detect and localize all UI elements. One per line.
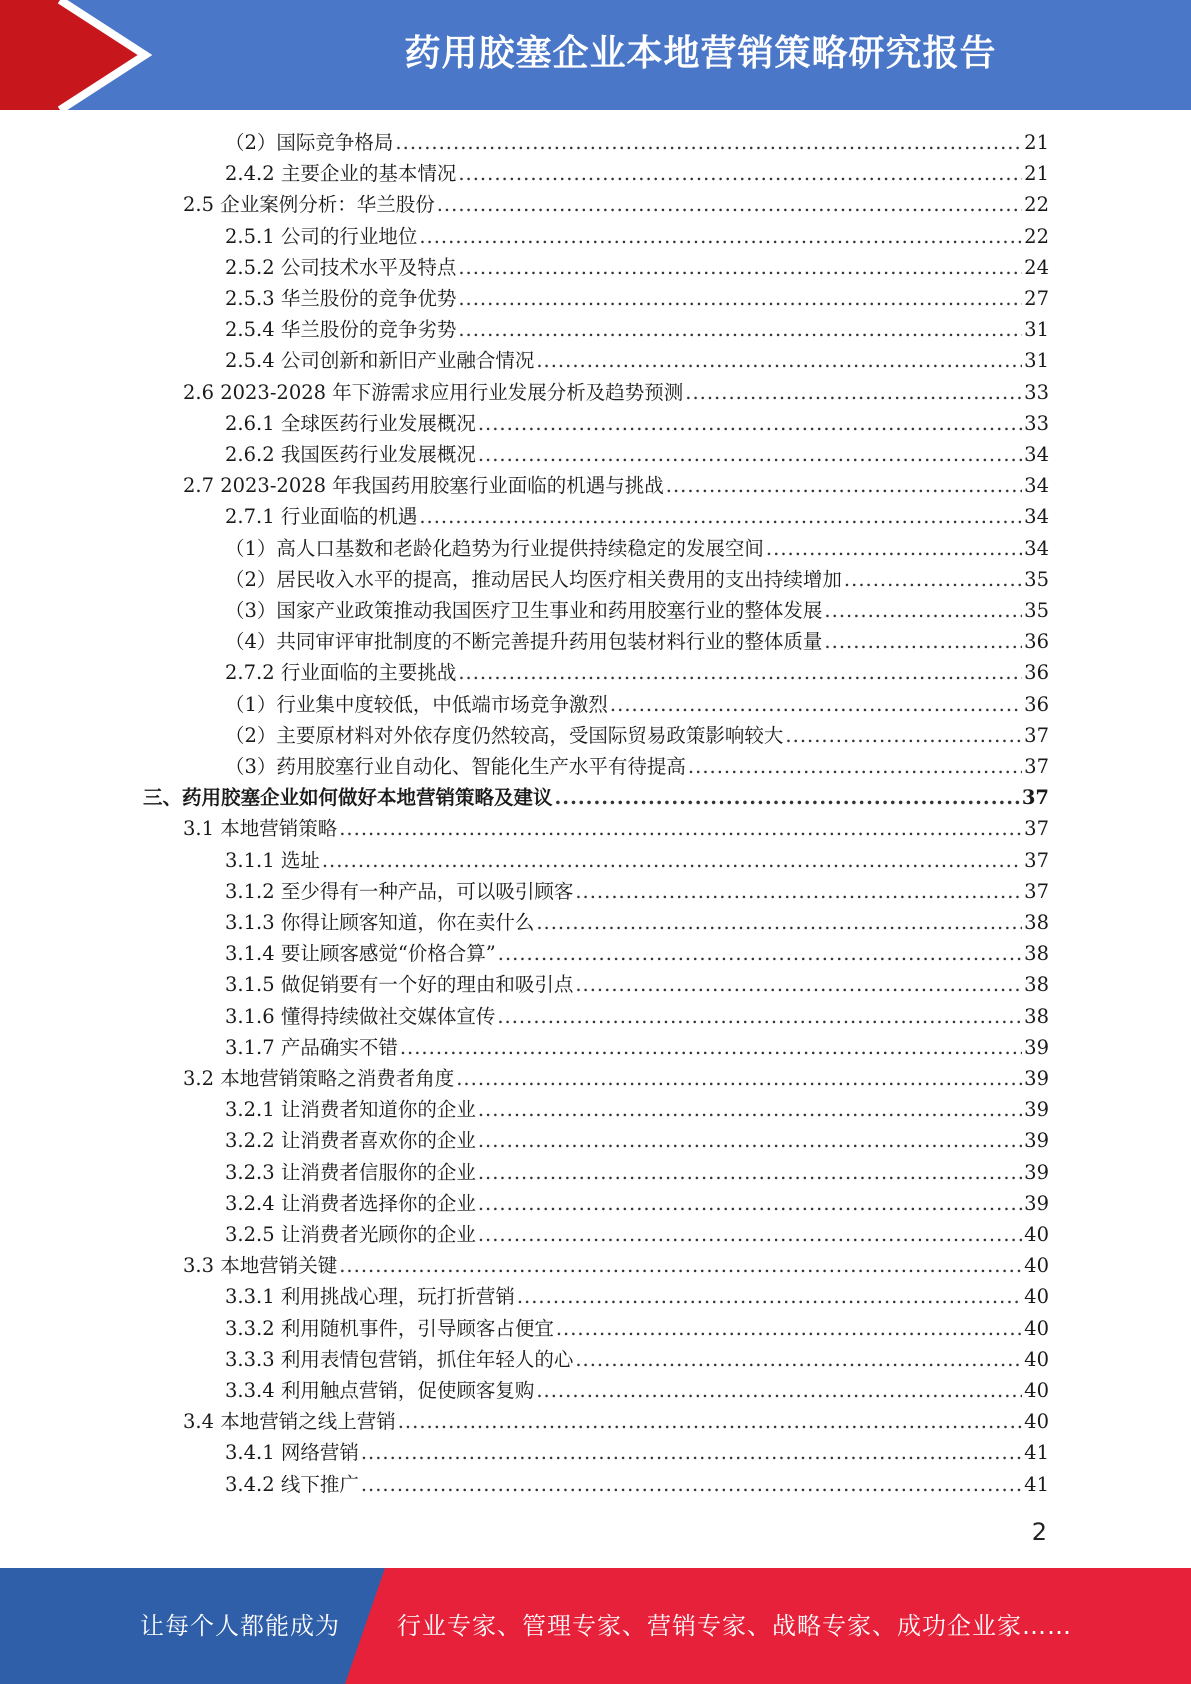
toc-entry[interactable] <box>225 969 1049 1000</box>
toc-entry[interactable] <box>225 845 1049 876</box>
toc-entry-title: 2.5.2 公司技术水平及特点 <box>225 255 457 279</box>
toc-entry[interactable] <box>225 907 1049 938</box>
toc-dot-leader <box>575 1344 1022 1375</box>
toc-entry-title: 2.5.4 华兰股份的竞争劣势 <box>225 318 457 342</box>
toc-entry[interactable] <box>225 1125 1049 1156</box>
toc-entry-page: 39 <box>1024 1067 1049 1090</box>
toc-entry-title: 3.4.1 网络营销 <box>225 1441 359 1465</box>
page-header <box>0 0 1191 110</box>
toc-entry-title: （2）居民收入水平的提高，推动居民人均医疗相关费用的支出持续增加 <box>225 567 842 591</box>
toc-entry[interactable] <box>225 1344 1049 1375</box>
page-number: 2 <box>1031 1518 1047 1546</box>
toc-entry-title: 3.2.1 让消费者知道你的企业 <box>225 1098 476 1122</box>
toc-entry[interactable] <box>143 782 1049 813</box>
toc-dot-leader <box>400 1032 1022 1063</box>
toc-entry[interactable] <box>225 345 1049 376</box>
toc-entry[interactable] <box>225 252 1049 283</box>
toc-entry-title: 3.2.3 让消费者信服你的企业 <box>225 1160 476 1184</box>
toc-dot-leader <box>458 283 1022 314</box>
toc-entry-page: 31 <box>1024 318 1049 342</box>
toc-entry-page: 34 <box>1024 443 1049 466</box>
toc-entry[interactable] <box>225 1281 1049 1312</box>
footer-slogan-left: 让每个人都能成为 <box>140 1612 340 1640</box>
toc-entry-page: 37 <box>1024 879 1049 903</box>
page-footer <box>0 1568 1191 1684</box>
toc-entry-title: 3.1.3 你得让顾客知道，你在卖什么 <box>225 911 535 934</box>
toc-entry-title: 3.1.6 懂得持续做社交媒体宣传 <box>225 1004 496 1028</box>
toc-entry-title: 2.6.2 我国医药行业发展概况 <box>225 443 476 466</box>
toc-entry-page: 39 <box>1024 1191 1049 1215</box>
toc-dot-leader <box>478 439 1022 470</box>
toc-entry-page: 33 <box>1024 411 1049 435</box>
toc-entry-page: 38 <box>1024 911 1049 934</box>
toc-entry-title: 3.3 本地营销关键 <box>183 1254 338 1278</box>
toc-entry-title: 2.4.2 主要企业的基本情况 <box>225 162 457 186</box>
toc-entry-page: 34 <box>1024 505 1049 529</box>
toc-entry-title: 3.2 本地营销策略之消费者角度 <box>183 1067 455 1090</box>
toc-entry-title: 3.1.2 至少得有一种产品，可以吸引顾客 <box>225 879 574 903</box>
toc-entry-title: 3.3.4 利用触点营销，促使顾客复购 <box>225 1379 535 1402</box>
toc-entry[interactable] <box>225 533 1049 564</box>
toc-dot-leader <box>844 564 1022 595</box>
toc-dot-leader <box>766 533 1022 564</box>
toc-entry[interactable] <box>225 564 1049 595</box>
toc-entry-page: 37 <box>1024 817 1049 841</box>
toc-entry[interactable] <box>183 470 1049 501</box>
toc-entry-title: （1）行业集中度较低，中低端市场竞争激烈 <box>225 692 608 716</box>
toc-entry-title: 2.6 2023-2028 年下游需求应用行业发展分析及趋势预测 <box>183 380 684 404</box>
toc-entry[interactable] <box>225 1094 1049 1125</box>
toc-entry-page: 39 <box>1024 1035 1049 1059</box>
toc-entry-title: 3.1.1 选址 <box>225 848 320 872</box>
toc-dot-leader <box>419 501 1022 532</box>
toc-entry-page: 31 <box>1024 349 1049 373</box>
toc-entry-title: 2.7 2023-2028 年我国药用胶塞行业面临的机遇与挑战 <box>183 474 664 498</box>
toc-dot-leader <box>478 1125 1022 1156</box>
toc-entry[interactable] <box>225 689 1049 720</box>
toc-dot-leader <box>556 1313 1022 1344</box>
toc-entry-title: 2.5.4 公司创新和新旧产业融合情况 <box>225 349 535 373</box>
toc-dot-leader <box>478 1157 1022 1188</box>
toc-entry-page: 21 <box>1024 162 1049 186</box>
toc-dot-leader <box>610 689 1022 720</box>
toc-dot-leader <box>536 1375 1022 1406</box>
toc-entry-title: 3.2.5 让消费者光顾你的企业 <box>225 1223 476 1246</box>
toc-entry[interactable] <box>225 408 1049 439</box>
toc-entry-title: （4）共同审评审批制度的不断完善提升药用包装材料行业的整体质量 <box>225 630 823 654</box>
toc-entry-page: 38 <box>1024 973 1049 997</box>
toc-entry-title: 3.2.4 让消费者选择你的企业 <box>225 1191 476 1215</box>
report-title: 药用胶塞企业本地营销策略研究报告 <box>404 33 997 74</box>
toc-entry-title: 2.7.2 行业面临的主要挑战 <box>225 661 457 685</box>
toc-entry-page: 22 <box>1024 224 1049 248</box>
toc-entry-title: 3.3.2 利用随机事件，引导顾客占便宜 <box>225 1316 554 1340</box>
toc-dot-leader <box>666 470 1022 501</box>
toc-entry-page: 37 <box>1024 723 1049 747</box>
toc-entry[interactable] <box>225 657 1049 688</box>
toc-entry[interactable] <box>183 377 1049 408</box>
toc-entry-page: 34 <box>1024 474 1049 498</box>
toc-dot-leader <box>685 377 1022 408</box>
toc-dot-leader <box>458 314 1022 345</box>
toc-entry[interactable] <box>183 189 1049 220</box>
toc-entry-page: 27 <box>1024 287 1049 310</box>
toc-dot-leader <box>361 1437 1022 1468</box>
toc-entry-page: 22 <box>1024 193 1049 217</box>
toc-dot-leader <box>478 1188 1022 1219</box>
toc-entry[interactable] <box>225 314 1049 345</box>
toc-entry-page: 38 <box>1024 1004 1049 1028</box>
toc-entry[interactable] <box>225 720 1049 751</box>
toc-dot-leader <box>419 221 1022 252</box>
toc-dot-leader <box>785 720 1022 751</box>
toc-entry[interactable] <box>183 1406 1049 1437</box>
toc-dot-leader <box>478 1219 1022 1250</box>
toc-entry[interactable] <box>183 1250 1049 1281</box>
toc-entry-title: 3.4.2 线下推广 <box>225 1472 359 1496</box>
toc-entry-title: （2）国际竞争格局 <box>225 131 394 154</box>
toc-entry[interactable] <box>225 1313 1049 1344</box>
toc-entry-page: 41 <box>1024 1472 1049 1496</box>
toc-entry-page: 37 <box>1024 848 1049 872</box>
toc-dot-leader <box>497 1001 1022 1032</box>
toc-entry-title: 2.5.1 公司的行业地位 <box>225 224 418 248</box>
toc-entry-title: 3.4 本地营销之线上营销 <box>183 1410 396 1434</box>
toc-entry-page: 40 <box>1024 1223 1049 1246</box>
toc-dot-leader <box>688 751 1022 782</box>
toc-entry-page: 34 <box>1024 536 1049 560</box>
toc-entry-title: （3）药用胶塞行业自动化、智能化生产水平有待提高 <box>225 755 686 778</box>
toc-entry[interactable] <box>225 127 1049 158</box>
toc-entry-title: 3.1.7 产品确实不错 <box>225 1035 398 1059</box>
toc-entry[interactable] <box>225 751 1049 782</box>
toc-entry-title: 3.1 本地营销策略 <box>183 817 338 841</box>
toc-entry[interactable] <box>225 1437 1049 1468</box>
toc-dot-leader <box>824 626 1022 657</box>
toc-entry-title: （2）主要原材料对外依存度仍然较高，受国际贸易政策影响较大 <box>225 723 784 747</box>
toc-entry-title: 3.3.1 利用挑战心理，玩打折营销 <box>225 1285 515 1309</box>
footer-slogan-right: 行业专家、管理专家、营销专家、战略专家、成功企业家…… <box>397 1612 1072 1640</box>
toc-entry-page: 38 <box>1024 942 1049 966</box>
toc-entry-page: 40 <box>1024 1285 1049 1309</box>
toc-entry[interactable] <box>225 158 1049 189</box>
toc-entry-page: 40 <box>1024 1379 1049 1402</box>
toc-dot-leader <box>478 1094 1022 1125</box>
toc-entry-title: （1）高人口基数和老龄化趋势为行业提供持续稳定的发展空间 <box>225 536 764 560</box>
toc-entry-title: 2.5.3 华兰股份的竞争优势 <box>225 287 457 310</box>
toc-entry-page: 24 <box>1024 255 1049 279</box>
toc-entry-page: 35 <box>1024 567 1049 591</box>
toc-entry[interactable] <box>225 439 1049 470</box>
toc-dot-leader <box>517 1281 1022 1312</box>
toc-entry-title: 3.1.5 做促销要有一个好的理由和吸引点 <box>225 973 574 997</box>
toc-dot-leader <box>478 408 1022 439</box>
toc-dot-leader <box>398 1406 1022 1437</box>
toc-dot-leader <box>339 813 1022 844</box>
toc-dot-leader <box>437 189 1022 220</box>
toc-dot-leader <box>458 252 1022 283</box>
toc-entry-page: 37 <box>1021 786 1049 810</box>
toc-entry-page: 39 <box>1024 1098 1049 1122</box>
toc-entry-page: 39 <box>1024 1160 1049 1184</box>
toc-dot-leader <box>575 969 1022 1000</box>
toc-entry-title: 3.2.2 让消费者喜欢你的企业 <box>225 1129 476 1153</box>
toc-dot-leader <box>555 782 1020 813</box>
toc-entry[interactable] <box>225 1375 1049 1406</box>
toc-entry-page: 41 <box>1024 1441 1049 1465</box>
toc-entry[interactable] <box>225 221 1049 252</box>
toc-entry-page: 40 <box>1024 1410 1049 1434</box>
toc-entry-page: 35 <box>1024 599 1049 622</box>
toc-entry-page: 36 <box>1024 661 1049 685</box>
toc-entry[interactable] <box>225 1001 1049 1032</box>
toc-entry-title: 2.7.1 行业面临的机遇 <box>225 505 418 529</box>
toc-entry-page: 39 <box>1024 1129 1049 1153</box>
toc-dot-leader <box>395 127 1022 158</box>
toc-entry-page: 36 <box>1024 692 1049 716</box>
toc-entry[interactable] <box>225 1188 1049 1219</box>
toc-entry[interactable] <box>225 1469 1049 1500</box>
toc-entry[interactable] <box>225 626 1049 657</box>
toc-entry[interactable] <box>225 938 1049 969</box>
toc-entry[interactable] <box>225 1219 1049 1250</box>
toc-dot-leader <box>498 938 1022 969</box>
toc-entry-title: 3.3.3 利用表情包营销，抓住年轻人的心 <box>225 1347 574 1371</box>
toc-dot-leader <box>824 595 1022 626</box>
toc-dot-leader <box>361 1469 1022 1500</box>
toc-entry-page: 40 <box>1024 1347 1049 1371</box>
toc-entry-page: 21 <box>1024 131 1049 154</box>
toc-entry-page: 40 <box>1024 1316 1049 1340</box>
toc-entry-page: 33 <box>1024 380 1049 404</box>
toc-dot-leader <box>456 1063 1022 1094</box>
toc-dot-leader <box>458 657 1022 688</box>
toc-dot-leader <box>575 876 1022 907</box>
toc-dot-leader <box>536 907 1022 938</box>
toc-entry-title: 三、药用胶塞企业如何做好本地营销策略及建议 <box>143 786 553 810</box>
toc-entry[interactable] <box>225 1032 1049 1063</box>
toc-entry-page: 40 <box>1024 1254 1049 1278</box>
toc-dot-leader <box>322 845 1022 876</box>
toc-entry[interactable] <box>183 813 1049 844</box>
toc-entry[interactable] <box>225 1157 1049 1188</box>
toc-entry-page: 36 <box>1024 630 1049 654</box>
toc-entry-title: 2.6.1 全球医药行业发展概况 <box>225 411 476 435</box>
toc-dot-leader <box>536 345 1022 376</box>
toc-entry-title: （3）国家产业政策推动我国医疗卫生事业和药用胶塞行业的整体发展 <box>225 599 823 622</box>
toc-dot-leader <box>458 158 1022 189</box>
toc-entry[interactable] <box>225 876 1049 907</box>
toc-entry-title: 3.1.4 要让顾客感觉“价格合算” <box>225 942 496 966</box>
toc-entry[interactable] <box>183 1063 1049 1094</box>
toc-entry[interactable] <box>225 595 1049 626</box>
toc-entry[interactable] <box>225 283 1049 314</box>
toc-entry[interactable] <box>225 501 1049 532</box>
toc-entry-page: 37 <box>1024 755 1049 778</box>
toc-entry-title: 2.5 企业案例分析：华兰股份 <box>183 193 435 217</box>
toc-dot-leader <box>339 1250 1022 1281</box>
